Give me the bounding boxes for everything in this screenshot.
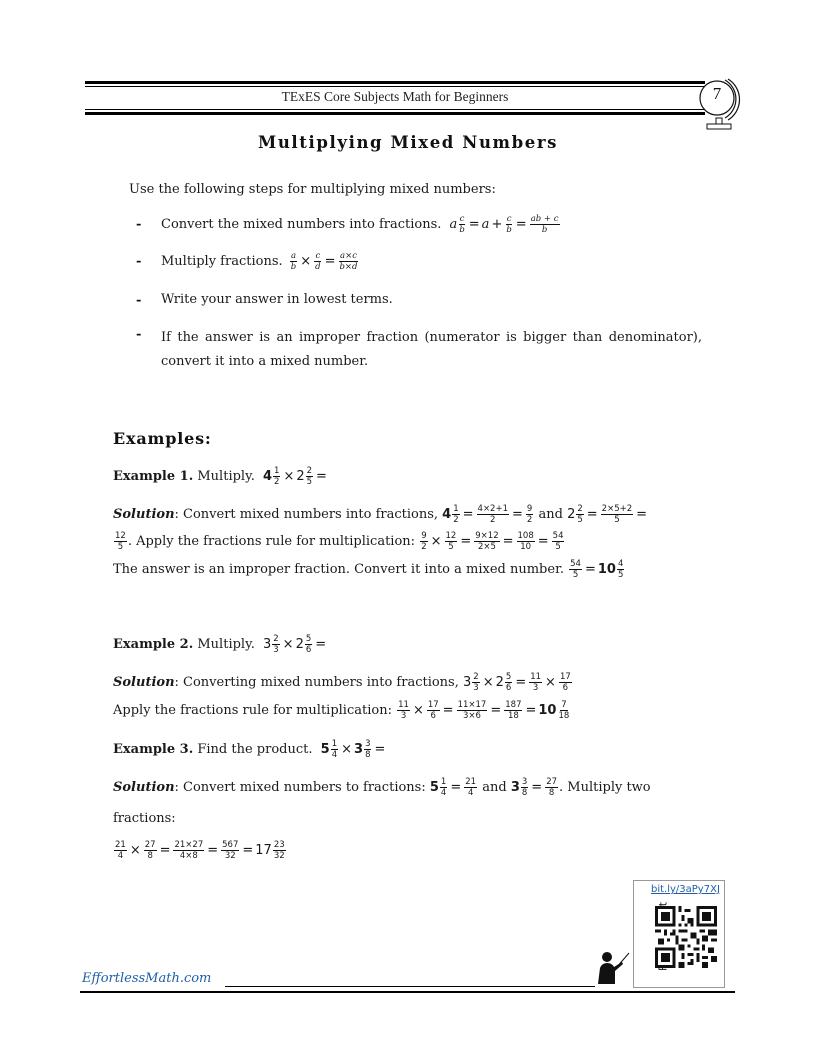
step-4: If the answer is an improper fraction (numerator is bigger than denominator), convert it into a mixed number. [161, 330, 702, 369]
example-1-solution-line-2: 12 5 . Apply the fractions rule for multiplication: $\frac{9}{2}$ × $\frac{12}{5}$ = $\frac{9\times 12}{2\times 5}$ = $\frac{108}{10}$ = $\frac{54}{5}$ [115, 531, 564, 552]
bullet-dash: - [136, 254, 142, 269]
qr-short-link[interactable]: bit.ly/3aPy7XJ [651, 884, 720, 895]
step-3: Write your answer in lowest terms. [161, 292, 393, 307]
header-rule-top-thin [85, 86, 705, 87]
step-1 [161, 214, 561, 235]
example-2-solution-line-2: Apply the fractions rule for multiplication: $\frac{11}{3}$ × $\frac{17}{6}$ = $\frac{11\times 17}{3\times 6}$ = $\frac{187}{18}$ = 10 7 18 [113, 700, 570, 721]
qr-code-icon[interactable] [655, 906, 717, 968]
example-3-solution-line-3: $\frac{21}{4}$ × $\frac{27}{8}$ = $\frac{21\times 27}{4\times 8}$ = $\frac{567}{32}$ = 17 23 32 [115, 840, 285, 861]
intro-text: Use the following steps for multiplying mixed numbers: [129, 182, 496, 197]
example-2-problem: Example 2. Multiply. 3 $\frac{2}{3}$ × 2 $\frac{5}{6}$ = [113, 634, 327, 655]
example-3-problem: Example 3. Find the product. 5 $\frac{1}{4}$ × 3 $\frac{3}{8}$ = [113, 739, 386, 760]
example-1-solution-line-1: Solution: Convert mixed numbers into fractions, 4 $\frac{1}{2}$ = $\frac{4\times 2+1}{2}$ = $\frac{9}{2}$ and 2 $\frac{2}{5}$ = $\frac{2\times 5+2}{5}$ = [113, 504, 648, 525]
example-1-problem: Example 1. Multiply. 4 $\frac{1}{2}$ × 2 $\frac{2}{5}$ = [113, 466, 327, 487]
step-1-formula: a $\frac{c}{b}$ = a + $\frac{c}{b}$ = $\frac{ab + c}{b}$ [449, 214, 559, 235]
bullet-dash: - [136, 217, 142, 232]
section-title: Multiplying Mixed Numbers [257, 133, 559, 152]
bullet-dash: - [136, 327, 142, 342]
examples-heading: Examples: [113, 429, 212, 448]
step-2 [161, 251, 360, 272]
teacher-pointer-icon [594, 950, 630, 986]
footer-rule-thick [80, 991, 735, 993]
book-title: TExES Core Subjects Math for Beginners [281, 89, 509, 104]
step-1-text: Convert the mixed numbers into fractions. [161, 217, 442, 232]
bullet-dash: - [136, 293, 142, 308]
footer-brand-link[interactable]: EffortlessMath.com [82, 971, 212, 986]
example-1-expression: 4 $\frac{1}{2}$ × 2 $\frac{2}{5}$ = [262, 466, 327, 487]
page-number: 7 [712, 84, 722, 103]
example-3-solution-line-2: fractions: [113, 811, 176, 826]
step-2-formula: $\frac{a}{b}$ × $\frac{c}{d}$ = $\frac{a\times c}{b\times d}$ [290, 251, 358, 272]
example-2-solution-line-1: Solution: Converting mixed numbers into fractions, 3 $\frac{2}{3}$ × 2 $\frac{5}{6}$ = $\frac{11}{3}$ × $\frac{17}{6}$ [113, 672, 571, 693]
header-rule-top-thick [85, 81, 705, 84]
example-3-solution-line-1: Solution: Convert mixed numbers to fractions: 5 $\frac{1}{4}$ = $\frac{21}{4}$ and 3 $\frac{3}{8}$ = $\frac{27}{8}$ . Multiply two [113, 777, 651, 798]
step-2-text: Multiply fractions. [161, 254, 283, 269]
header-rule-bottom-thin [85, 109, 705, 110]
example-1-solution-line-3: The answer is an improper fraction. Convert it into a mixed number. $\frac{54}{5}$ = 10 4 5 [113, 559, 624, 580]
header-rule-bottom-thick [85, 112, 705, 115]
footer-rule-thin [225, 986, 595, 987]
